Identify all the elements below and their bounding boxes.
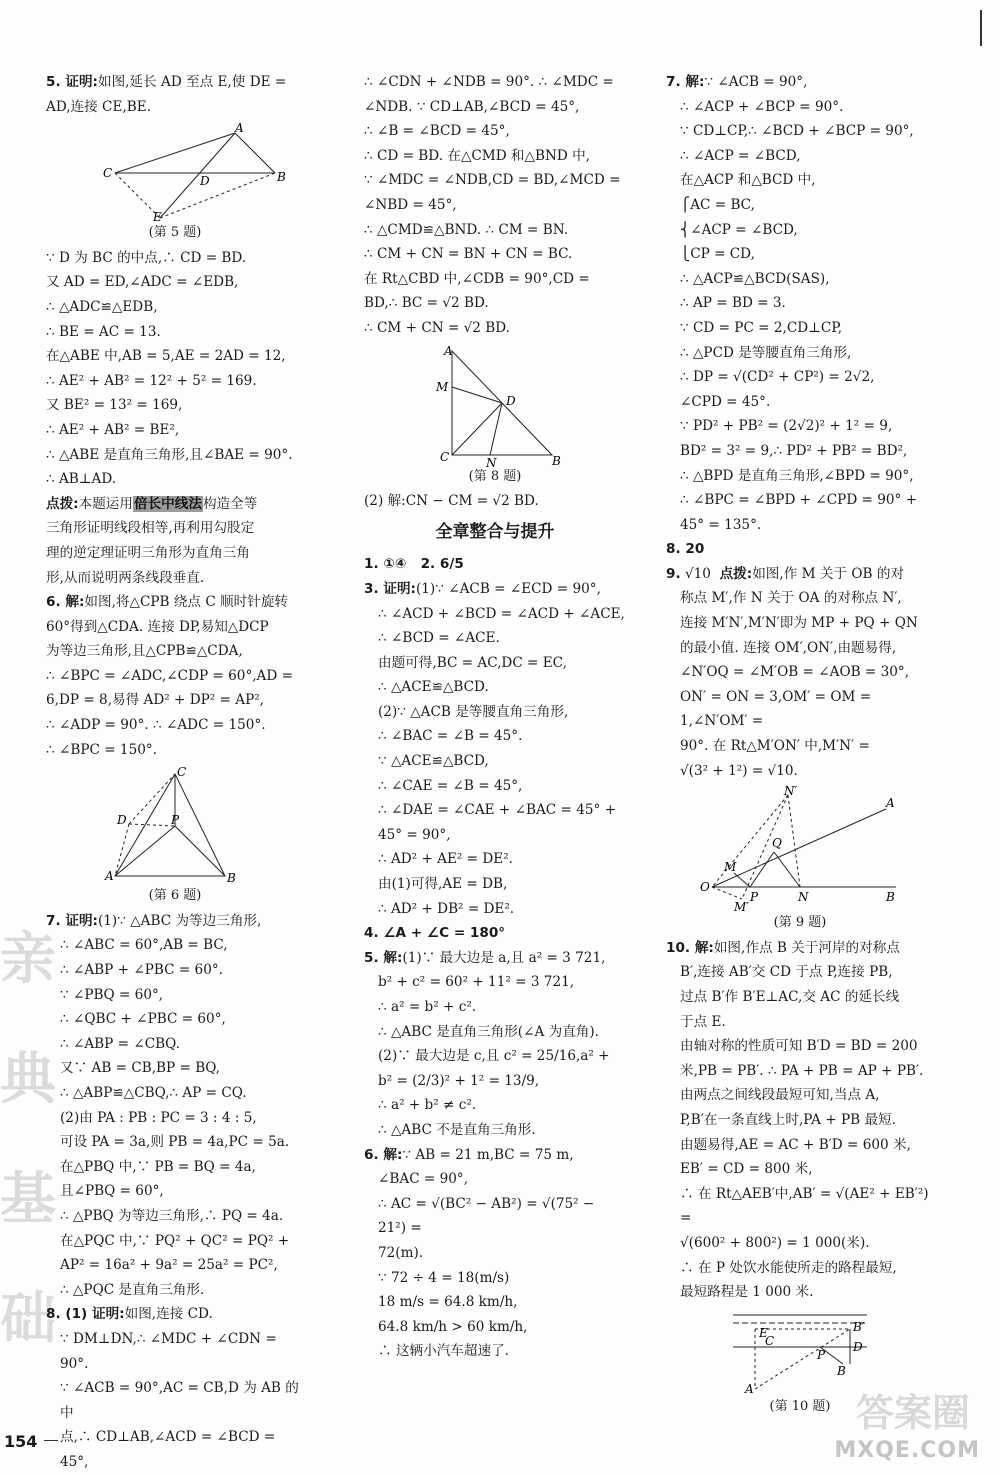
figure-8 (430, 343, 561, 470)
svg-text:D: D (506, 393, 516, 408)
page-number: 154 (4, 1432, 38, 1451)
figure-6 (105, 766, 245, 884)
svg-text:Q: Q (772, 836, 782, 851)
svg-text:A: A (105, 869, 114, 884)
column-2: ∴ ∠CDN + ∠NDB = 90°. ∴ ∠MDC = ∠NDB. ∵ CD⊥AB,∠BCD = 45°, ∴ ∠B = ∠BCD = 45°, ∴ CD = BD. 在△CMD 和△BND 中, ∵ ∠MDC = ∠NDB,CD = BD,∠MCD = ∠NBD = 45°, ∴ △CMD≌△BND. ∴ CM = BN. ∴ CM + CN = BN + CN = BC. 在 Rt△CBD 中,∠CDB = 90°,CD = BD,∴ BC = √2 BD. ∴ CM + CN = √2 BD. A M D C N B (第 8 题) (2) 解:CN − CM = √2 BD. 全章整合与提升 1. ①④ 2. 6/5 3. 证明:(1)∵ ∠ACB = ∠ECD = 90°, ∴ ∠ACD + ∠BCD = ∠ACD + ∠ACE, ∴ ∠BCD = ∠ACE. 由题可得,BC = AC,DC = EC, ∴ △ACE≌△BCD. (2)∵ △ACB 是等腰直角三角形, ∴ ∠BAC = ∠B = 45°. ∵ △ACE≌△BCD, ∴ ∠CAE = ∠B = 45°, ∴ ∠DAE = ∠CAE + ∠BAC = 45° + 45° = 90°, ∴ AD² + AE² = DE². 由(1)可得,AE = DB, ∴ AD² + DB² = DE². 4. ∠A + ∠C = 180° 5. 解:(1)∵ 最大边是 a,且 a² = 3 721, b² + c² = 60² + 11² = 3 721, ∴ a² = b² + c². ∴ △ABC 是直角三角形(∠A 为直角). (2)∵ 最大边是 c,且 c² = 25/16,a² + b² = (2/3)² + 1² = 13/9, ∴ a² + b² ≠ c². ∴ △ABC 不是直角三角形. 6. 解:∵ AB = 21 m,BC = 75 m, ∠BAC = 90°, ∴ AC = √(BC² − AB²) = √(75² − 21²) = 72(m). ∵ 72 ÷ 4 = 18(m/s) 18 m/s = 64.8 km/h, 64.8 km/h > 60 km/h, ∴ 这辆小汽车超速了. (364, 74, 625, 1360)
svg-text:M: M (724, 860, 737, 875)
tip: 点拨:本题运用倍长中线法构造全等 (46, 495, 258, 512)
figure-8-caption: (第 8 题) (468, 468, 522, 484)
page-number-dash (44, 1440, 58, 1441)
svg-text:O: O (700, 880, 710, 895)
svg-text:A: A (745, 1381, 754, 1396)
svg-text:A: A (235, 121, 244, 136)
svg-text:B: B (277, 170, 286, 185)
svg-text:E: E (759, 1325, 768, 1340)
watermark-logo: 答案圈 (855, 1391, 970, 1435)
svg-text:D: D (117, 813, 127, 828)
svg-text:D: D (200, 174, 210, 189)
watermark-url: MXQE.COM (834, 1438, 980, 1463)
svg-text:C: C (103, 166, 113, 181)
q7-label-c3: 7. 解: (666, 74, 705, 90)
svg-text:P: P (817, 1347, 826, 1362)
left-edge-watermark: 亲 典 基 础 (0, 927, 56, 1352)
q1-2-answers: 1. ①④ 2. 6/5 (364, 556, 464, 573)
svg-text:C: C (440, 449, 450, 464)
q4-answer: 4. ∠A + ∠C = 180° (364, 925, 506, 942)
figure-5-caption: (第 5 题) (148, 225, 202, 241)
svg-text:A: A (444, 343, 453, 358)
svg-text:D: D (853, 1339, 863, 1354)
q10-label: 10. 解: (666, 939, 714, 956)
section-heading: 全章整合与提升 (435, 521, 555, 542)
svg-text:C: C (177, 765, 187, 780)
top-right-rule (980, 10, 982, 46)
q3-label: 3. 证明: (364, 580, 416, 597)
q8-answer: 8. 20 (666, 541, 705, 558)
q6-label-c2: 6. 解: (364, 1146, 403, 1163)
svg-text:B′: B′ (853, 1319, 865, 1334)
column-1: 5. 证明:如图,延长 AD 至点 E,使 DE = AD,连接 CE,BE. A C D B E (第 5 题) ∵ D 为 BC 的中点,∴ CD = BD. 又 AD = ED,∠ADC = ∠EDB, ∴ △ADC≌△EDB, ∴ BE = AC = 13. 在△ABE 中,AB = 5,AE = 2AD = 12, ∴ AE² + AB² = 12² + 5² = 169. 又 BE² = 13² = 169, ∴ AE² + AB² = BE², ∴ △ABE 是直角三角形,且∠BAE = 90°. ∴ AB⊥AD. 点拨:本题运用倍长中线法构造全等 三角形证明线段相等,再利用勾股定 理的逆定理证明三角形为直角三角 形,从而说明两条线段垂直. 6. 解:如图,将△CPB 绕点 C 顺时针旋转 60°得到△CDA. 连接 DP,易知△DCP 为等边三角形,且△CPB≌△CDA, ∴ ∠BPC = ∠ADC,∠CDP = 60°,AD = 6,DP = 8,易得 AD² + DP² = AP², ∴ ∠ADP = 90°. ∴ ∠ADC = 150°. ∴ ∠BPC = 150°. C D P A B (第 6 题) 7. 证明:(1)∵ △ABC 为等边三角形, ∴ ∠ABC = 60°,AB = BC, ∴ ∠ABP + ∠PBC = 60°. ∵ ∠PBQ = 60°, ∴ ∠QBC + ∠PBC = 60°, ∴ ∠ABP = ∠CBQ. 又∵ AB = CB,BP = BQ, ∴ △ABP≌△CBQ,∴ AP = CQ. (2)由 PA : PB : PC = 3 : 4 : 5, 可设 PA = 3a,则 PB = 4a,PC = 5a. 在△PBQ 中,∵ PB = BQ = 4a, 且∠PBQ = 60°, ∴ △PBQ 为等边三角形,∴ PQ = 4a. 在△PQC 中,∵ PQ² + QC² = PQ² + AP² = 16a² + 9a² = 25a² = PC², ∴ △PQC 是直角三角形. 8. (1) 证明:如图,连接 CD. ∵ DM⊥DN,∴ ∠MDC + ∠CDN = 90°. ∵ ∠ACB = 90°,AC = CB,D 为 AB 的中 点,∴ CD⊥AB,∠ACD = ∠BCD = 45°, (46, 70, 304, 1475)
figure-10 (725, 1309, 875, 1395)
svg-text:A: A (886, 796, 895, 811)
svg-text:B: B (227, 871, 236, 886)
q5-label: 5. 证明: (46, 74, 98, 90)
highlight-method: 倍长中线法 (134, 495, 202, 512)
figure-10-caption: (第 10 题) (769, 1398, 831, 1414)
q6-label: 6. 解: (46, 594, 85, 611)
svg-text:M′: M′ (734, 900, 750, 915)
q5-label-c2: 5. 解: (364, 949, 403, 966)
svg-text:P: P (750, 890, 759, 905)
svg-text:B: B (552, 453, 561, 468)
q8-label: 8. (1) 证明: (46, 1306, 125, 1323)
svg-text:E: E (153, 210, 162, 225)
figure-5 (75, 121, 286, 225)
svg-text:B: B (837, 1363, 846, 1378)
q5-line: AD,连接 CE,BE. (46, 98, 151, 115)
figure-9-caption: (第 9 题) (773, 915, 827, 931)
svg-text:B: B (886, 890, 895, 905)
svg-text:N: N (486, 455, 497, 470)
figure-6-caption: (第 6 题) (148, 888, 202, 904)
q8-part2: (2) 解:CN − CM = √2 BD. (364, 493, 539, 510)
svg-text:N′: N′ (784, 784, 798, 799)
q9-label: 9. (666, 565, 681, 582)
svg-text:N: N (798, 890, 809, 905)
svg-text:P: P (171, 813, 180, 828)
column-3: 7. 解:∵ ∠ACB = 90°, ∴ ∠ACP + ∠BCP = 90°. ∵ CD⊥CP,∴ ∠BCD + ∠BCP = 90°, ∴ ∠ACP = ∠BCD, 在△ACP 和△BCD 中, ⎧AC = BC, ⎨∠ACP = ∠BCD, ⎩CP = CD, ∴ △ACP≌△BCD(SAS), ∴ AP = BD = 3. ∵ CD = PC = 2,CD⊥CP, ∴ △PCD 是等腰直角三角形, ∴ DP = √(CD² + CP²) = 2√2, ∠CPD = 45°. ∵ PD² + PB² = (2√2)² + 1² = 9, BD² = 3² = 9,∴ PD² + PB² = BD², ∴ △BPD 是直角三角形,∠BPD = 90°, ∴ ∠BPC = ∠BPD + ∠CPD = 90° + 45° = 135°. 8. 20 9. √10 点拨:如图,作 M 关于 OB 的对 称点 M′,作 N 关于 OA 的对称点 N′, 连接 M′N′,M′N′即为 MP + PQ + QN 的最小值. 连接 OM′,ON′,由题易得, ∠N′OQ = ∠M′OB = ∠AOB = 30°, ON′ = ON = 3,OM′ = OM = 1,∠N′OM′ = 90°. 在 Rt△M′ON′ 中,M′N′ = √(3² + 1²) = √10. N′ A Q M O P N B M′ (第 9 题) 10. 解:如图,作点 B 关于河岸的对称点 B′,连接 AB′交 CD 于点 P,连接 PB, 过点 B′作 B′E⊥AC,交 AC 的延长线 于点 E. 由轴对称的性质可知 B′D = BD = 200 米,PB = PB′. ∴ PA + PB = AP + PB′. 由两点之间线段最短可知,当点 A, P,B′在一条直线上时,PA + PB 最短. 由题易得,AE = AC + B′D = 600 米, EB′ = CD = 800 米, ∴ 在 Rt△AEB′中,AB′ = √(AE² + EB′²) = √(600² + 800²) = 1 000(米). ∴ 在 P 处饮水能使所走的路程最短, 最短路程是 1 000 米. E C B′ D P B A (第 10 题) (666, 70, 934, 1419)
svg-text:M: M (436, 379, 449, 394)
q7-label: 7. 证明: (46, 912, 98, 929)
figure-9 (700, 784, 900, 915)
svg-text:C: C (765, 1333, 775, 1348)
